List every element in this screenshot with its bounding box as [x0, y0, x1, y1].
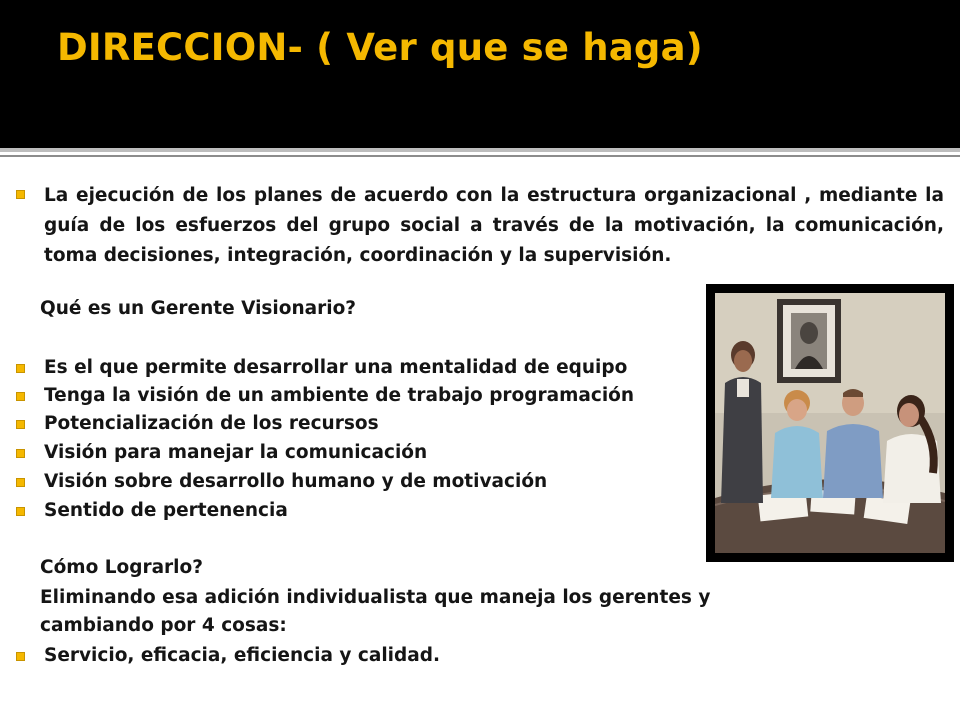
answer-line-1: Eliminando esa adición individualista que maneja los gerentes y [40, 587, 711, 608]
list-item-text: Es el que permite desarrollar una mentalidad de equipo [44, 357, 628, 378]
list-item-text: Visión para manejar la comunicación [44, 442, 428, 463]
intro-bullet [16, 183, 954, 271]
bullet-icon [16, 392, 25, 401]
list-item [16, 385, 634, 407]
bullet-icon [16, 507, 25, 516]
final-bullet-text: Servicio, eficacia, eficiencia y calidad. [44, 645, 440, 666]
answer-line-2: cambiando por 4 cosas: [40, 615, 287, 636]
bullet-icon [16, 364, 25, 373]
list-item-text: Visión sobre desarrollo humano y de motivación [44, 471, 548, 492]
list-item-text: Sentido de pertenencia [44, 500, 288, 521]
bullet-icon [16, 449, 25, 458]
team-meeting-photo [706, 284, 954, 562]
question-how-to-achieve: Cómo Lograrlo? [40, 557, 203, 578]
team-meeting-illustration [715, 293, 945, 553]
intro-bullet-text: La ejecución de los planes de acuerdo con la estructura organizacional , mediante la guía de los esfuerzos del grupo social a través de la motivación, la comunicación, toma decisiones, integración, coordinación y la supervisión. [44, 185, 944, 266]
list-item [16, 442, 427, 464]
final-bullet [16, 645, 440, 667]
list-item [16, 500, 288, 522]
list-item [16, 357, 627, 379]
title-bar [0, 0, 960, 148]
title-divider-shadow [0, 155, 960, 157]
bullet-icon [16, 420, 25, 429]
list-item [16, 413, 379, 435]
list-item [16, 471, 547, 493]
list-item-text: Tenga la visión de un ambiente de trabajo programación [44, 385, 635, 406]
question-visionary-manager: Qué es un Gerente Visionario? [40, 298, 357, 319]
list-item-text: Potencialización de los recursos [44, 413, 379, 434]
bullet-icon [16, 190, 25, 199]
bullet-icon [16, 478, 25, 487]
bullet-icon [16, 652, 25, 661]
slide-title: DIRECCION- ( Ver que se haga) [57, 26, 703, 69]
